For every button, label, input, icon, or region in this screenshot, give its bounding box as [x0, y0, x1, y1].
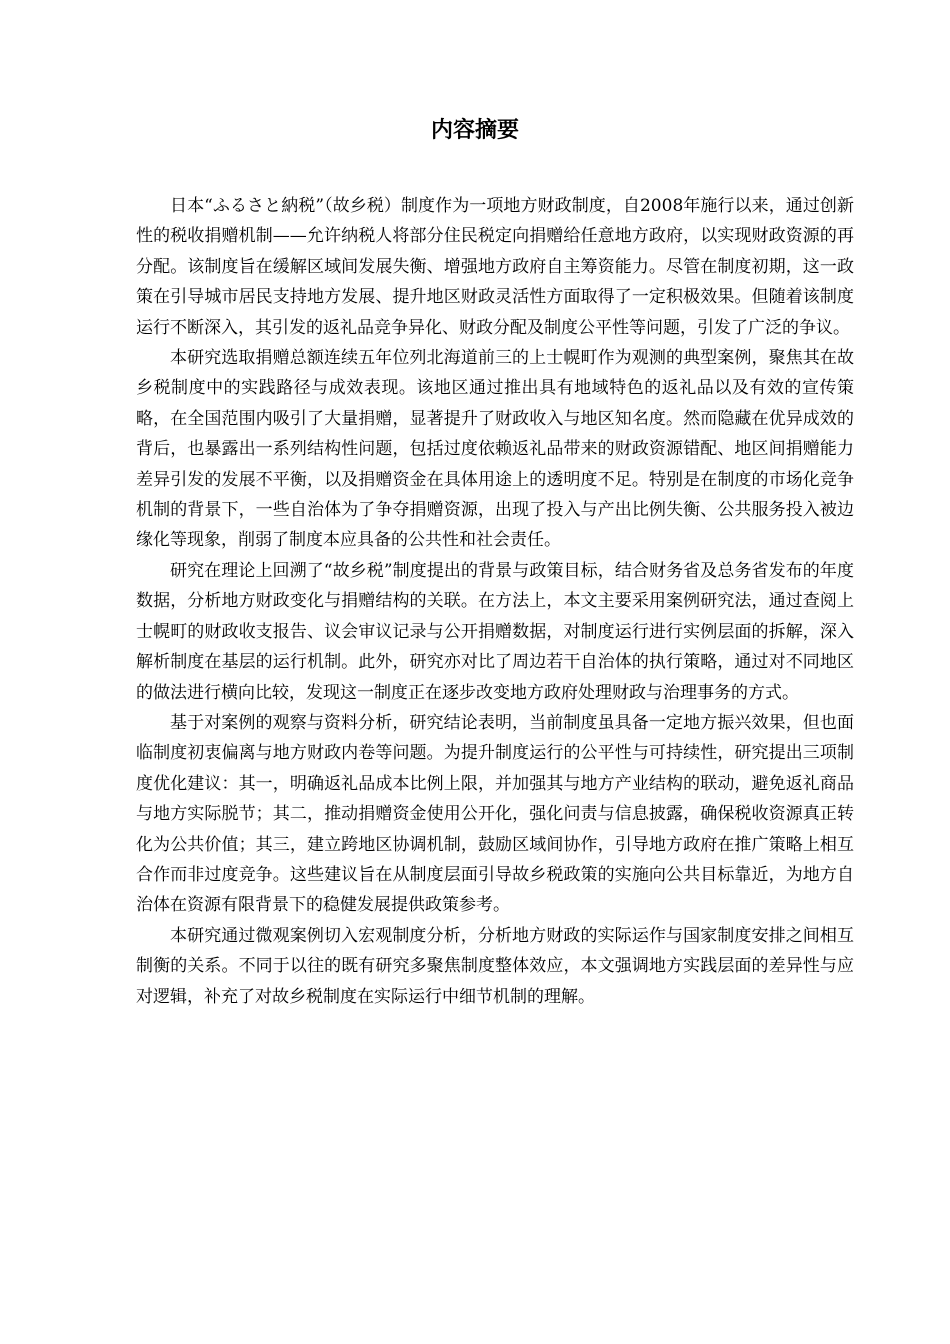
- paragraph-5: 本研究通过微观案例切入宏观制度分析，分析地方财政的实际运作与国家制度安排之间相互制衡的关系。不同于以往的既有研究多聚焦制度整体效应，本文强调地方实践层面的差异性与应对逻辑，补充了对故乡税制度在实际运行中细节机制的理解。: [136, 925, 854, 1007]
- paragraph-1: 日本“ふるさと納税”（故乡税）制度作为一项地方财政制度，自2008年施行以来，通过创新性的税收捐赠机制——允许纳税人将部分住民税定向捐赠给任意地方政府，以实现财政资源的再分配。该制度旨在缓解区域间发展失衡、增强地方政府自主筹资能力。尽管在制度初期，这一政策在引导城市居民支持地方发展、提升地区财政灵活性方面取得了一定积极效果。但随着该制度运行不断深入，其引发的返礼品竞争异化、财政分配及制度公平性等问题，引发了广泛的争议。: [136, 196, 854, 338]
- page-title: 内容摘要: [430, 118, 519, 143]
- paragraph-4: 基于对案例的观察与资料分析，研究结论表明，当前制度虽具备一定地方振兴效果，但也面临制度初衷偏离与地方财政内卷等问题。为提升制度运行的公平性与可持续性，研究提出三项制度优化建议：其一，明确返礼品成本比例上限，并加强其与地方产业结构的联动，避免返礼商品与地方实际脱节；其二，推动捐赠资金使用公开化，强化问责与信息披露，确保税收资源真正转化为公共价值；其三，建立跨地区协调机制，鼓励区域间协作，引导地方政府在推广策略上相互合作而非过度竞争。这些建议旨在从制度层面引导故乡税政策的实施向公共目标靠近，为地方自治体在资源有限背景下的稳健发展提供政策参考。: [136, 712, 854, 916]
- paragraph-3: 研究在理论上回溯了“故乡税”制度提出的背景与政策目标，结合财务省及总务省发布的年度数据，分析地方财政变化与捐赠结构的关联。在方法上，本文主要采用案例研究法，通过查阅上士幌町的财政收支报告、议会审议记录与公开捐赠数据，对制度运行进行实例层面的拆解，深入解析制度在基层的运行机制。此外，研究亦对比了周边若干自治体的执行策略，通过对不同地区的做法进行横向比较，发现这一制度正在逐步改变地方政府处理财政与治理事务的方式。: [136, 560, 854, 703]
- abstract-body: [136, 191, 854, 1012]
- paragraph-2: 本研究选取捐赠总额连续五年位列北海道前三的上士幌町作为观测的典型案例，聚焦其在故乡税制度中的实践路径与成效表现。该地区通过推出具有地域特色的返礼品以及有效的宣传策略，在全国范围内吸引了大量捐赠，显著提升了财政收入与地区知名度。然而隐藏在优异成效的背后，也暴露出一系列结构性问题，包括过度依赖返礼品带来的财政资源错配、地区间捐赠能力差异引发的发展不平衡，以及捐赠资金在具体用途上的透明度不足。特别是在制度的市场化竞争机制的背景下，一些自治体为了争夺捐赠资源，出现了投入与产出比例失衡、公共服务投入被边缘化等现象，削弱了制度本应具备的公共性和社会责任。: [136, 348, 854, 551]
